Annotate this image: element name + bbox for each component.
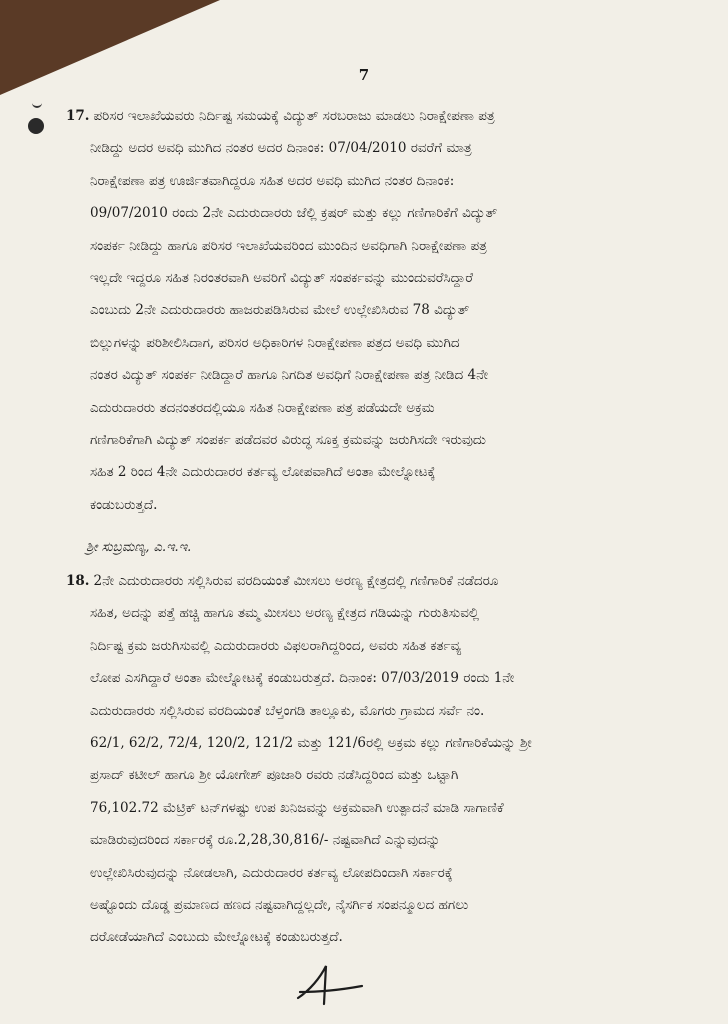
text-line: ಇಲ್ಲದೇ ಇದ್ದರೂ ಸಹಿತ ನಿರಂತರವಾಗಿ ಅವರಿಗೆ ವಿದ್ಯುತ್ ಸಂಪರ್ಕವನ್ನು ಮುಂದುವರೆಸಿದ್ದಾರೆ: [90, 270, 473, 287]
text-line: ಪರಿಸರ ಇಲಾಖೆಯವರು ನಿರ್ದಿಷ್ಟ ಸಮಯಕ್ಕೆ ವಿದ್ಯುತ್ ಸರಬರಾಜು ಮಾಡಲು ನಿರಾಕ್ಷೇಪಣಾ ಪತ್ರ: [93, 108, 495, 124]
punch-hole-mark: [28, 118, 44, 134]
paragraph-18: [66, 565, 596, 954]
paragraph-17: [66, 100, 596, 521]
handwritten-note: ಶ್ರೀ ಸುಬ್ರಮಣ್ಯ, ಎ.ಇ.ಇ.: [86, 540, 192, 555]
text-line: ಪ್ರಸಾದ್ ಕಟೀಲ್ ಹಾಗೂ ಶ್ರೀ ಯೋಗೇಶ್ ಪೂಜಾರಿ ರವರು ನಡೆಸಿದ್ದರಿಂದ ಮತ್ತು ಒಟ್ಟಾಗಿ: [90, 767, 459, 784]
text-line: ಗಣಿಗಾರಿಕೆಗಾಗಿ ವಿದ್ಯುತ್ ಸಂಪರ್ಕ ಪಡೆದವರ ವಿರುದ್ಧ ಸೂಕ್ತ ಕ್ರಮವನ್ನು ಜರುಗಿಸದೇ ಇರುವುದು: [90, 432, 486, 449]
text-line: ಮಾಡಿರುವುದರಿಂದ ಸರ್ಕಾರಕ್ಕೆ ರೂ.2,28,30,816/- ನಷ್ಟವಾಗಿದೆ ಎನ್ನುವುದನ್ನು: [90, 832, 441, 849]
text-line: ನಿರಾಕ್ಷೇಪಣಾ ಪತ್ರ ಊರ್ಜಿತವಾಗಿದ್ದರೂ ಸಹಿತ ಅದರ ಅವಧಿ ಮುಗಿದ ನಂತರ ದಿನಾಂಕ:: [90, 172, 455, 189]
text-line: ಸಹಿತ 2 ರಿಂದ 4ನೇ ಎದುರುದಾರರ ಕರ್ತವ್ಯ ಲೋಪವಾಗಿದೆ ಅಂತಾ ಮೇಲ್ನೋಟಕ್ಕೆ: [90, 464, 436, 481]
text-line: ಅಷ್ಟೊಂದು ದೊಡ್ಡ ಪ್ರಮಾಣದ ಹಣದ ನಷ್ಟವಾಗಿದ್ದಲ್ಲದೇ, ನೈಸರ್ಗಿಕ ಸಂಪನ್ಮೂಲದ ಹಗಲು: [90, 897, 469, 914]
text-line: 62/1, 62/2, 72/4, 120/2, 121/2 ಮತ್ತು 121/6ರಲ್ಲಿ ಅಕ್ರಮ ಕಲ್ಲು ಗಣಿಗಾರಿಕೆಯನ್ನು ಶ್ರೀ: [90, 735, 532, 752]
page-number: 7: [358, 66, 370, 84]
text-line: ಎದುರುದಾರರು ತದನಂತರದಲ್ಲಿಯೂ ಸಹಿತ ನಿರಾಕ್ಷೇಪಣಾ ಪತ್ರ ಪಡೆಯದೇ ಅಕ್ರಮ: [90, 399, 435, 416]
text-line: ನೀಡಿದ್ದು ಅದರ ಅವಧಿ ಮುಗಿದ ನಂತರ ಅದರ ದಿನಾಂಕ: 07/04/2010 ರವರೆಗೆ ಮಾತ್ರ: [90, 140, 472, 157]
text-line: ಸಹಿತ, ಅದನ್ನು ಪತ್ತೆ ಹಚ್ಚಿ ಹಾಗೂ ತಮ್ಮ ಮೀಸಲು ಅರಣ್ಯ ಕ್ಷೇತ್ರದ ಗಡಿಯನ್ನು ಗುರುತಿಸುವಲ್ಲಿ: [90, 605, 480, 622]
paragraph-number: 18.: [66, 573, 90, 589]
text-line: ದರೋಡೆಯಾಗಿದೆ ಎಂಬುದು ಮೇಲ್ನೋಟಕ್ಕೆ ಕಂಡುಬರುತ್ತದೆ.: [90, 929, 343, 946]
text-line: 09/07/2010 ರಂದು 2ನೇ ಎದುರುದಾರರು ಜೆಲ್ಲಿ ಕ್ರಷರ್ ಮತ್ತು ಕಲ್ಲು ಗಣಿಗಾರಿಕೆಗೆ ವಿದ್ಯುತ್: [90, 205, 498, 222]
text-line: ಸಂಪರ್ಕ ನೀಡಿದ್ದು ಹಾಗೂ ಪರಿಸರ ಇಲಾಖೆಯವರಿಂದ ಮುಂದಿನ ಅವಧಿಗಾಗಿ ನಿರಾಕ್ಷೇಪಣಾ ಪತ್ರ: [90, 237, 487, 254]
text-line: ಬಿಲ್ಲುಗಳನ್ನು ಪರಿಶೀಲಿಸಿದಾಗ, ಪರಿಸರ ಅಧಿಕಾರಿಗಳ ನಿರಾಕ್ಷೇಪಣಾ ಪತ್ರದ ಅವಧಿ ಮುಗಿದ: [90, 334, 460, 351]
paragraph-number: 17.: [66, 108, 90, 124]
text-line: 2ನೇ ಎದುರುದಾರರು ಸಲ್ಲಿಸಿರುವ ವರದಿಯಂತೆ ಮೀಸಲು ಅರಣ್ಯ ಕ್ಷೇತ್ರದಲ್ಲಿ ಗಣಿಗಾರಿಕೆ ನಡೆದರೂ: [93, 573, 499, 589]
text-line: ನಂತರ ವಿದ್ಯುತ್ ಸಂಪರ್ಕ ನೀಡಿದ್ದಾರೆ ಹಾಗೂ ನಿಗದಿತ ಅವಧಿಗೆ ನಿರಾಕ್ಷೇಪಣಾ ಪತ್ರ ನೀಡಿದ 4ನೇ: [90, 367, 489, 384]
text-line: ಎಂಬುದು 2ನೇ ಎದುರುದಾರರು ಹಾಜರುಪಡಿಸಿರುವ ಮೇಲೆ ಉಲ್ಲೇಖಿಸಿರುವ 78 ವಿದ್ಯುತ್: [90, 302, 470, 319]
text-line: ಲೋಪ ಎಸಗಿದ್ದಾರೆ ಅಂತಾ ಮೇಲ್ನೋಟಕ್ಕೆ ಕಂಡುಬರುತ್ತದೆ. ದಿನಾಂಕ: 07/03/2019 ರಂದು 1ನೇ: [90, 670, 515, 687]
text-line: ಎದುರುದಾರರು ಸಲ್ಲಿಸಿರುವ ವರದಿಯಂತೆ ಬೆಳ್ತಂಗಡಿ ತಾಲ್ಲೂಕು, ಮೊಗರು ಗ್ರಾಮದ ಸರ್ವೆ ನಂ.: [90, 702, 485, 719]
text-line: ಉಲ್ಲೇಖಿಸಿರುವುದನ್ನು ನೋಡಲಾಗಿ, ಎದುರುದಾರರ ಕರ್ತವ್ಯ ಲೋಪದಿಂದಾಗಿ ಸರ್ಕಾರಕ್ಕೆ: [90, 864, 453, 881]
signature-mark: [290, 960, 370, 1010]
text-line: ಕಂಡುಬರುತ್ತದೆ.: [90, 496, 158, 513]
margin-tick-mark: [32, 96, 42, 108]
text-line: ನಿರ್ದಿಷ್ಟ ಕ್ರಮ ಜರುಗಿಸುವಲ್ಲಿ ಎದುರುದಾರರು ವಿಫಲರಾಗಿದ್ದರಿಂದ, ಅವರು ಸಹಿತ ಕರ್ತವ್ಯ: [90, 637, 462, 654]
text-line: 76,102.72 ಮೆಟ್ರಿಕ್ ಟನ್‌ಗಳಷ್ಟು ಉಪ ಖನಿಜವನ್ನು ಅಕ್ರಮವಾಗಿ ಉತ್ಪಾದನೆ ಮಾಡಿ ಸಾಗಾಣಿಕೆ: [90, 799, 504, 816]
